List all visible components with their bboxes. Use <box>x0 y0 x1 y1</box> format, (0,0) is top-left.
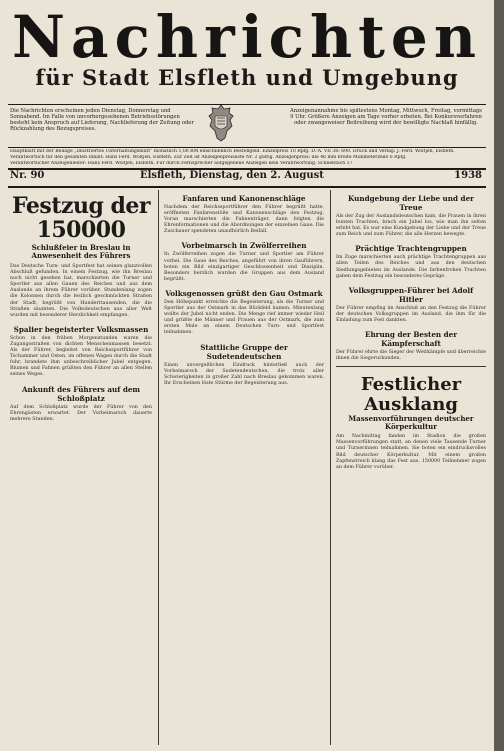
ankunft-headline: Ankunft des Führers auf dem Schloßplatz <box>21 384 141 403</box>
volksgruppen-body: Der Führer empfing im Anschluß an den Festzug die Führer der deutschen Volksgruppen im Ausland, die ihm für die Einladung zum Fest dankten. <box>336 305 486 323</box>
column-left <box>10 194 152 744</box>
column-middle <box>164 194 324 744</box>
masthead <box>8 3 486 102</box>
ehrung-headline: Ehrung der Besten der Kämpferschaft <box>364 330 458 349</box>
issue-date: Elsfleth, Dienstag, den 2. August <box>140 170 324 181</box>
kundgebung-headline: Kundgebung der Liebe und der Treue <box>348 194 474 212</box>
responsibility-line: Verantwortlich für den gesamten Inhalt: Hans Ferd. Wöltjen, Elsfleth. Zur Zeit ist Anzeigenpreisliste Nr. 2 gültig. Anzeigenpreis: die 46 mm breite Millimeterzeile 6 Rpfg. <box>10 155 407 160</box>
column-divider <box>158 190 159 745</box>
scan-edge <box>494 0 504 751</box>
elsfleth-coat-of-arms-icon <box>208 104 234 142</box>
ankunft-body: Auf dem Schloßplatz wurde der Führer von den Ehrengästen erwartet. Der Vorbeimarsch dauerte mehrere Stunden. <box>10 404 152 422</box>
stattliche-headline: Stattliche Gruppe der Sudetendeutschen <box>200 342 288 361</box>
header-rule <box>8 104 486 105</box>
ehrung-body: Der Führer ehrte die Sieger der Wettkämpfe und überreichte ihnen die Siegerurkunden. <box>336 350 486 362</box>
spalier-headline: Spalier begeisterter Volksmassen <box>13 324 149 334</box>
traechtige-headline: Prächtige Trachtengruppen <box>355 244 467 254</box>
vorbeimarsch-body: In Zwölferreihen zogen die Turner und Sportler am Führer vorbei. Die Gaue des Reiches, angeführt von ihren Gauführern, boten ein Bild einzigartiger Geschlossenheit und Disziplin. Besonders herzlich wurden die Gruppen aus dem Ausland begrüßt. <box>164 252 324 282</box>
festzug-deck: Schlußfeier in Breslau in Anwesenheit des Führers <box>31 243 131 260</box>
ad-manager-line: Verantwortlicher Anzeigenleiter: Hans Ferd. Wöltjen, Elsfleth. Für durch Fernsprecher aufgegebene Anzeigen kein Verantwortung. Schließfach 17 <box>10 161 353 166</box>
issue-year: 1938 <box>454 170 482 181</box>
volksgenossen-headline: Volksgenossen grüßt den Gau Ostmark <box>165 288 323 298</box>
vorbeimarsch-headline: Vorbeimarsch in Zwölferreihen <box>181 241 307 251</box>
column-right <box>336 194 486 744</box>
festzug-body: Das Deutsche Turn- und Sportfest hat seinen glanzvollen Abschluß gefunden. In einem Festzug, wie ihn Breslau noch nicht gesehen hat, marschierten die Turner und Sportler aus allen Gauen des Reiches und aus dem Auslande an ihrem Führer vorüber. Stundenlang zogen die Kolonnen durch die festlich geschmückten Straßen der Stadt, begrüßt von Hunderttausenden, die die Straßen säumten. Die Volksdeutschen aus aller Welt wurden mit besonderer Herzlichkeit empfangen. <box>10 264 152 318</box>
festzug-headline: Festzug der 150000 <box>12 194 150 243</box>
publication-info: Die Nachrichten erscheinen jeden Dienstag, Donnerstag und Sonnabend. Im Falle von unvorhergesehenen Betriebsstörungen besteht kein Anspruch auf Lieferung, Nachlieferung der Zeitung oder Rückzahlung des Bezugspreises. <box>10 108 194 132</box>
spalier-body: Schon in den frühen Morgenstunden waren die Zugangsstraßen von dichten Menschenmassen besetzt. Als der Führer, begleitet von Reichssportführer von Tschammer und Osten, im offenen Wagen durch die Stadt fuhr, brandete ihm unbeschreiblicher Jubel entgegen. Blumen und Fahnen grüßten den Führer an allen Stellen seines Weges. <box>10 335 152 378</box>
fanfaren-headline: Fanfaren und Kanonenschläge <box>182 194 306 203</box>
column-divider <box>330 190 331 745</box>
subscription-line: Hauptblatt mit der Beilage „Illustriertes Unterhaltungsblatt“ monatlich 1,00 RM einschließlich Bestellgeld. Einzelpreis 10 Rpfg. D.-A. VII 38: 690. Druck und Verlag: J. Ferd. Wöltjen, Elsfleth. <box>10 149 455 154</box>
section-rule <box>336 366 486 367</box>
volksgenossen-body: Den Höhepunkt erreichte die Begeisterung, als die Turner und Sportler aus der Ostmark in das Blickfeld kamen. Minutenlang wollte der Jubel nicht enden. Die Menge rief immer wieder Heil und grüßte die Männer und Frauen aus der Ostmark, die zum ersten Male an einem Deutschen Turn- und Sportfest teilnahmen. <box>164 299 324 336</box>
volksgruppen-headline: Volksgruppen-Führer bei Adolf Hitler <box>348 285 474 304</box>
info-rule <box>8 147 486 148</box>
traechtige-body: Im Zuge marschierten auch prächtige Trachtengruppen aus allen Teilen des Reiches und aus den deutschen Siedlungsgebieten im Auslande. Die farbenfrohen Trachten gaben dem Festzug ein besonderes Gepräge. <box>336 255 486 279</box>
ausklang-headline: Festlicher Ausklang <box>360 374 462 416</box>
dateline-bottom-rule <box>8 186 486 188</box>
issue-number: Nr. 90 <box>10 170 45 181</box>
advertising-info: Anzeigenannahme bis spätestens Montag, Mittwoch, Freitag, vormittags 9 Uhr. Größere Anzeigen am Tage vorher erbeten. Bei Konkursverfahren oder zwangsweiser Beitreibung wird der bewilligte Nachlaß hinfällig. <box>290 108 482 126</box>
ausklang-deck: Massenvorführungen deutscher Körperkultur <box>348 414 474 432</box>
kundgebung-body: Als der Zug der Auslandsdeutschen kam, die Frauen in ihren bunten Trachten, brach ein Jubel los, wie man ihn selten erlebt hat. Es war eine Kundgebung der Liebe und der Treue zum Reich und zum Führer, die alle Herzen bewegte. <box>336 214 486 238</box>
masthead-title: Nachrichten <box>11 3 483 71</box>
masthead-subtitle: für Stadt Elsfleth und Umgebung <box>35 65 459 90</box>
dateline <box>10 170 484 184</box>
stattliche-body: Einen unvergeßlichen Eindruck hinterließ auch der Vorbeimarsch der Sudetendeutschen, die trotz aller Schwierigkeiten in großer Zahl nach Breslau gekommen waren. Ihr Erscheinen löste Stürme der Begeisterung aus. <box>164 362 324 386</box>
fanfaren-body: Nachdem der Reichssportführer den Führer begrüßt hatte, eröffneten Fanfarenstöße und Kanonenschläge den Festzug. Voran marschierten die Fahnenträger, dann folgten die Ehrenformationen und die Abordnungen der einzelnen Gaue. Die Zuschauer spendeten unaufhörlich Beifall. <box>164 205 324 235</box>
ausklang-body: Am Nachmittag fanden im Stadion die großen Massenvorführungen statt, an denen viele Tausende Turner und Turnerinnen teilnahmen. Sie boten ein eindrucksvolles Bild deutscher Körperkultur. Mit einem großen Zapfenstreich klang das Fest aus. 150000 Teilnehmer zogen an dem Führer vorüber. <box>336 434 486 470</box>
